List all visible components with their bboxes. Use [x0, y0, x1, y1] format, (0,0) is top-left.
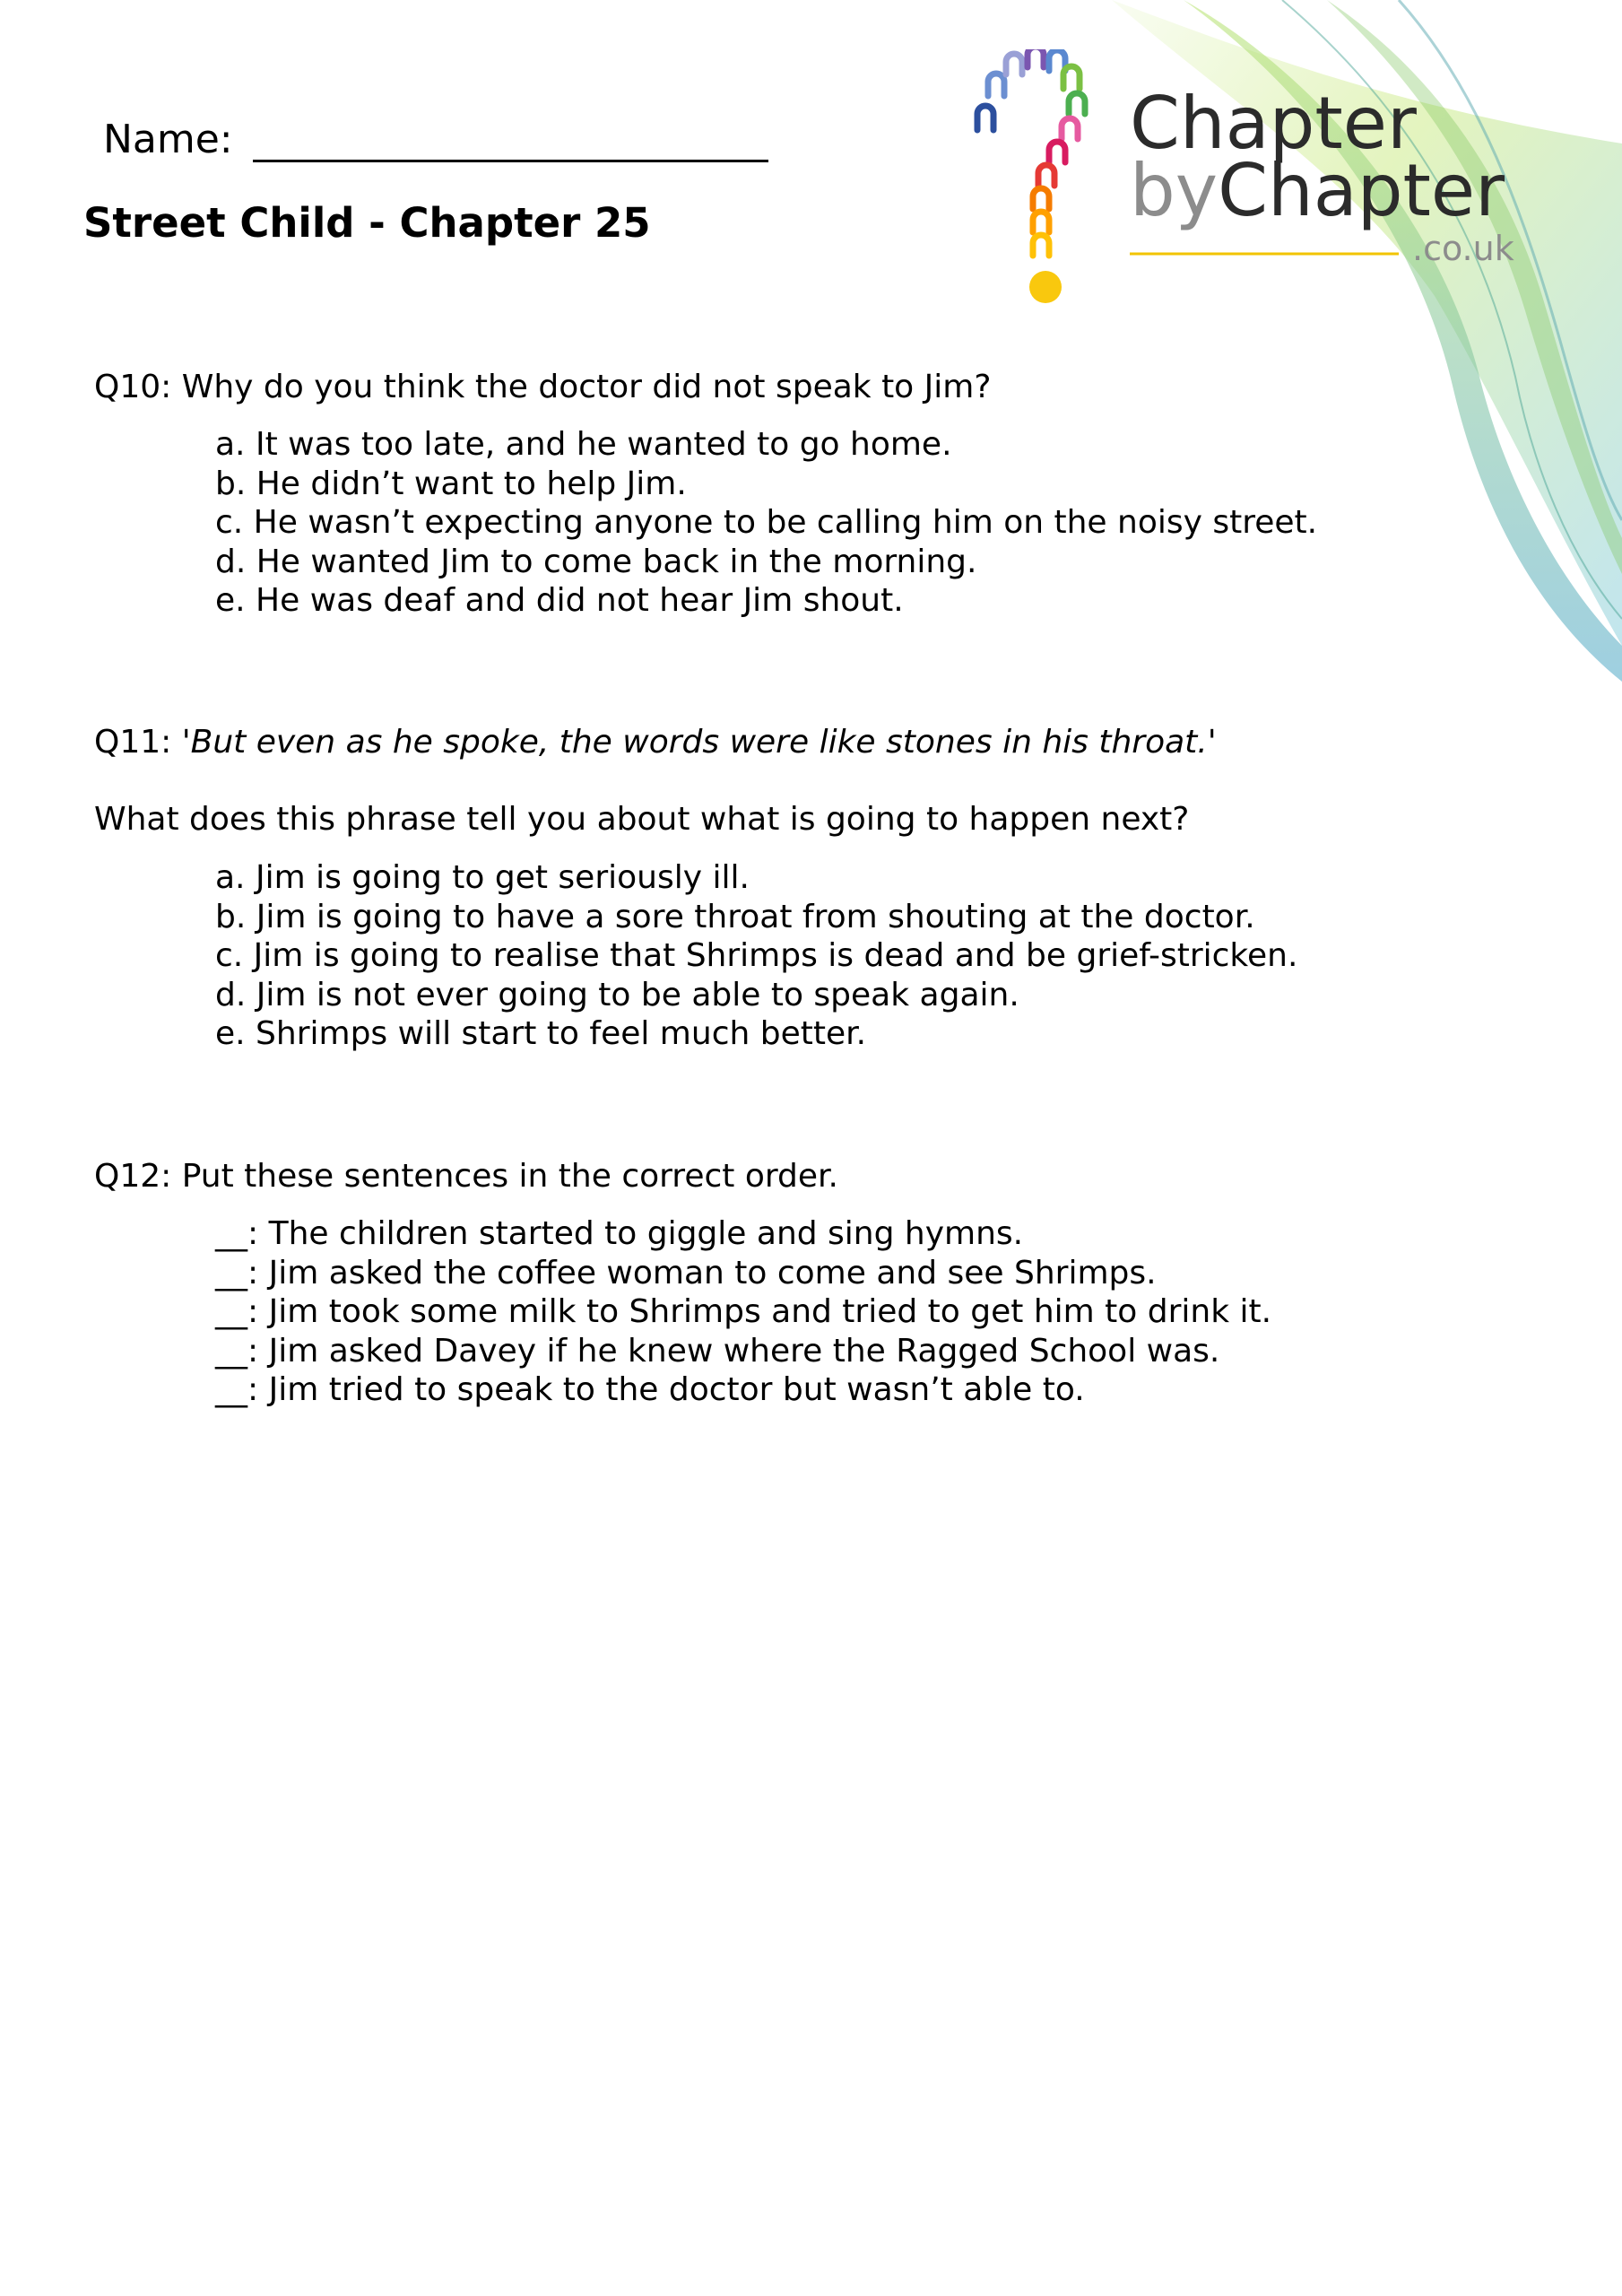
q12-item-5: __: Jim tried to speak to the doctor but wasn’t able to.: [215, 1371, 1085, 1408]
q11-option-c: c. Jim is going to realise that Shrimps is dead and be grief-stricken.: [215, 937, 1298, 974]
q12-items: [215, 1214, 1271, 1410]
q12-prompt: Q12: Put these sentences in the correct order.: [94, 1158, 838, 1195]
q10-option-b: b. He didn’t want to help Jim.: [215, 465, 687, 502]
name-input-line[interactable]: [253, 120, 768, 162]
q11-prompt: What does this phrase tell you about what is going to happen next?: [94, 801, 1190, 838]
q10-options: [215, 425, 1317, 621]
q11-options: [215, 858, 1297, 1054]
name-row: [103, 117, 768, 162]
q11-header: [94, 723, 1217, 762]
q12-item-2: __: Jim asked the coffee woman to come and see Shrimps.: [215, 1254, 1157, 1292]
q10-option-e: e. He was deaf and did not hear Jim shout.: [215, 582, 904, 619]
q11-option-a: a. Jim is going to get seriously ill.: [215, 859, 750, 896]
logo-dot: [1029, 271, 1062, 303]
book-question-mark-icon: [977, 49, 1085, 256]
q12-item-1: __: The children started to giggle and sing hymns.: [215, 1215, 1024, 1252]
q11-option-d: d. Jim is not ever going to be able to speak again.: [215, 976, 1019, 1013]
logo-domain: .co.uk: [1412, 229, 1514, 268]
worksheet-title: Street Child - Chapter 25: [83, 199, 651, 247]
q10-option-a: a. It was too late, and he wanted to go home.: [215, 426, 952, 463]
logo-word-chapter: Chapter: [1130, 82, 1417, 165]
logo-word-bychapter: byChapter: [1130, 149, 1505, 232]
q10-prompt: Q10: Why do you think the doctor did not speak to Jim?: [94, 369, 992, 405]
q10-option-d: d. He wanted Jim to come back in the morning.: [215, 543, 977, 580]
q12-item-3: __: Jim took some milk to Shrimps and tried to get him to drink it.: [215, 1293, 1272, 1330]
q11-quote: 'But even as he spoke, the words were like stones in his throat.': [181, 724, 1217, 761]
chapter-by-chapter-logo: [968, 49, 1542, 318]
q11-option-b: b. Jim is going to have a sore throat from shouting at the doctor.: [215, 898, 1255, 935]
q12-item-4: __: Jim asked Davey if he knew where the Ragged School was.: [215, 1332, 1220, 1370]
q11-label: Q11:: [94, 724, 172, 761]
q11-option-e: e. Shrimps will start to feel much better.: [215, 1015, 867, 1052]
name-label: Name:: [103, 117, 233, 162]
q10-option-c: c. He wasn’t expecting anyone to be calling him on the noisy street.: [215, 504, 1318, 541]
